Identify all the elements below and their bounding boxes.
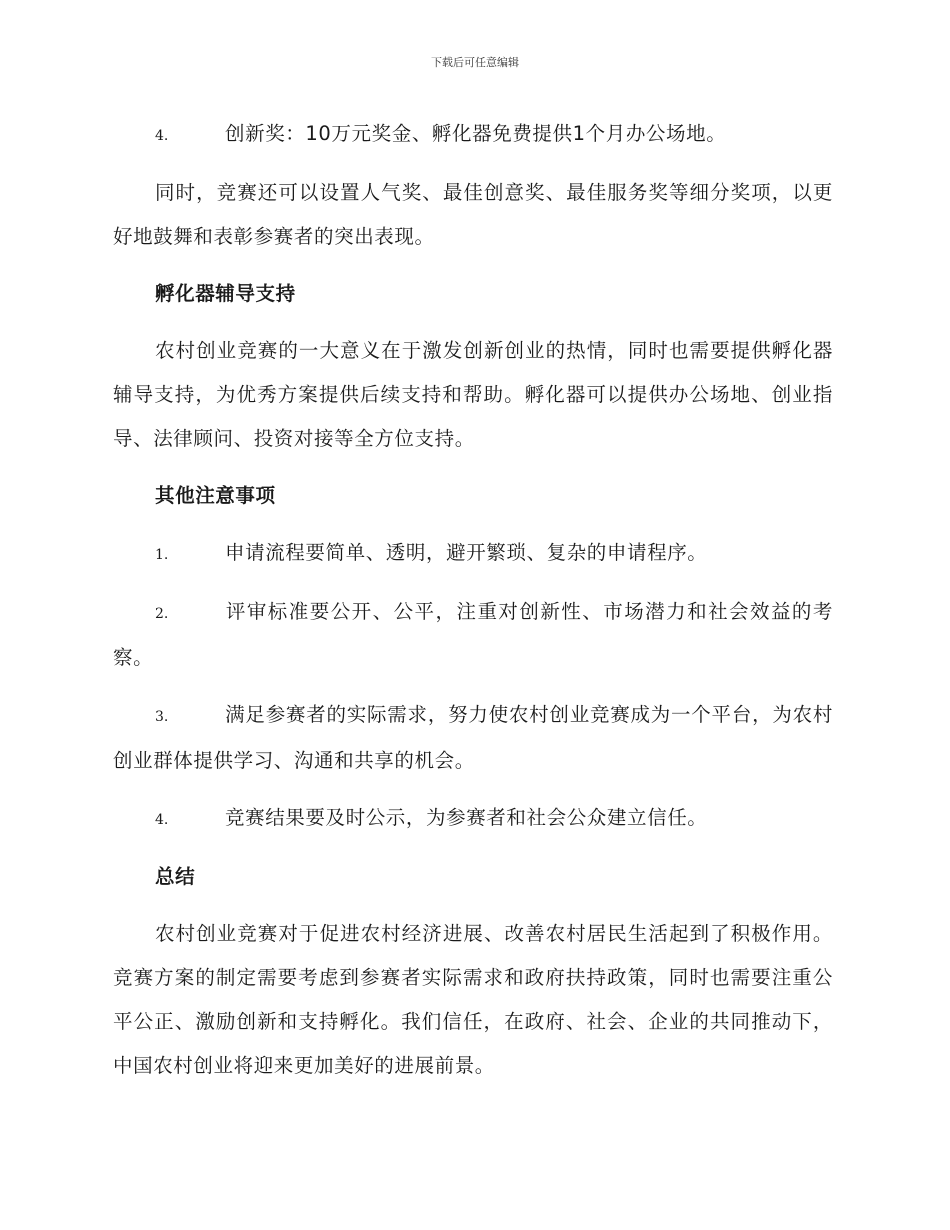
list-item-text: 满足参赛者的实际需求，努力使农村创业竞赛成为一个平台，为农村创业群体提供学习、沟通和共享的机会。 [113, 703, 833, 772]
section-heading-notes: 其他注意事项 [155, 484, 276, 507]
notes-list-item [113, 590, 833, 680]
document-body [113, 112, 833, 1101]
list-item-text: 评审标准要公开、公平，注重对创新性、市场潜力和社会效益的考察。 [113, 600, 833, 669]
section-heading-incubator: 孵化器辅导支持 [155, 282, 296, 305]
section-heading-summary: 总结 [155, 865, 196, 888]
list-number: 3. [155, 709, 169, 725]
incubator-paragraph: 农村创业竞赛的一大意义在于激发创新创业的热情，同时也需要提供孵化器辅导支持，为优秀方案提供后续支持和帮助。孵化器可以提供办公场地、创业指导、法律顾问、投资对接等全方位支持。 [113, 339, 833, 450]
header-note: 下载后可任意编辑 [431, 56, 519, 69]
award-list-item [113, 112, 833, 158]
list-item-text: 申请流程要简单、透明，避开繁琐、复杂的申请程序。 [225, 541, 708, 564]
list-item-text: 创新奖：10万元奖金、孵化器免费提供1个月办公场地。 [225, 122, 727, 145]
list-number: 4. [155, 812, 169, 828]
notes-list-item [113, 531, 833, 577]
awards-paragraph: 同时，竞赛还可以设置人气奖、最佳创意奖、最佳服务奖等细分奖项，以更好地鼓舞和表彰参赛者的突出表现。 [113, 181, 833, 248]
list-item-text: 竞赛结果要及时公示，为参赛者和社会公众建立信任。 [225, 806, 708, 829]
summary-paragraph: 农村创业竞赛对于促进农村经济进展、改善农村居民生活起到了积极作用。竞赛方案的制定需要考虑到参赛者实际需求和政府扶持政策，同时也需要注重公平公正、激励创新和支持孵化。我们信任，在政府、社会、企业的共同推动下，中国农村创业将迎来更加美好的进展前景。 [113, 922, 833, 1077]
list-number: 4. [155, 128, 169, 144]
list-number: 2. [155, 606, 169, 622]
notes-list-item [113, 693, 833, 783]
list-number: 1. [155, 547, 169, 563]
notes-list-item [113, 796, 833, 842]
